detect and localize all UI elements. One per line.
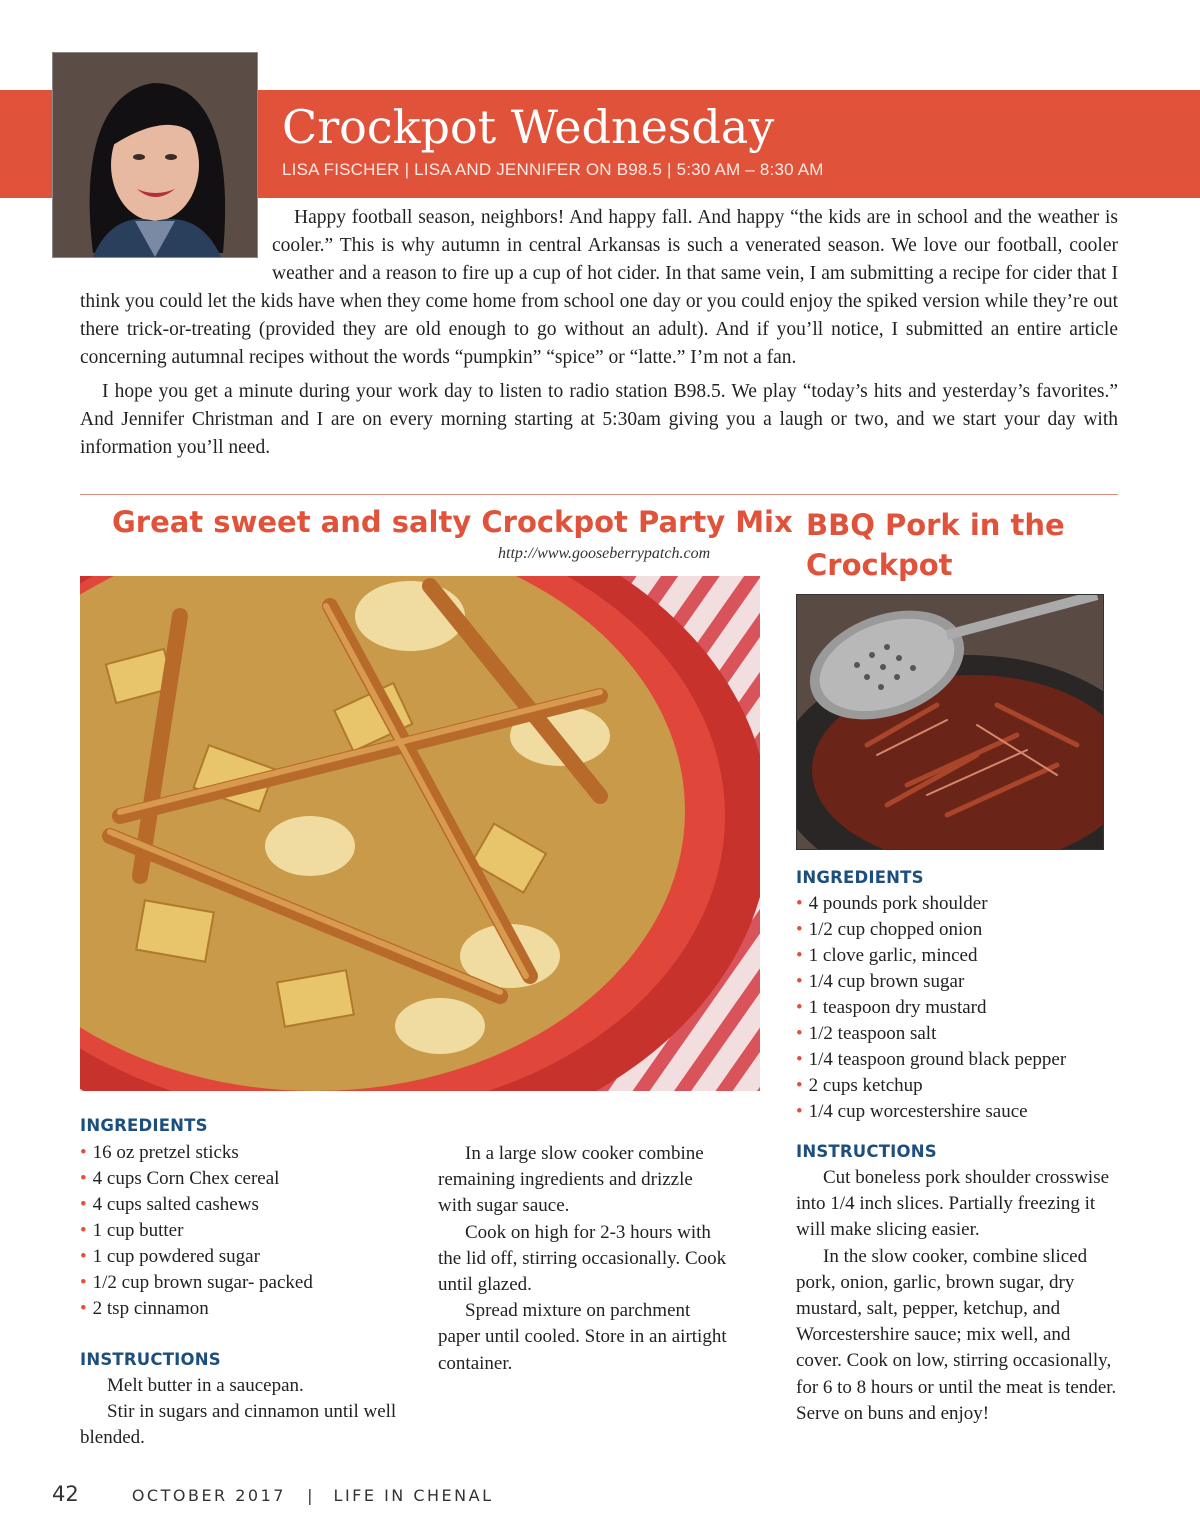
instruction-step: In a large slow cooker combine remaining ingredients and drizzle with sugar sauce. (438, 1143, 704, 1217)
list-item: • 4 pounds pork shoulder (796, 893, 988, 914)
bbq-instructions (796, 1165, 1120, 1427)
party-mix-instructions-heading: INSTRUCTIONS (80, 1350, 221, 1369)
bbq-pork-title: BBQ Pork in the Crockpot (806, 508, 1065, 582)
list-item: • 4 cups salted cashews (80, 1194, 259, 1215)
page-footer (52, 1482, 494, 1506)
list-item: • 1 cup powdered sugar (80, 1246, 260, 1267)
party-mix-instructions-col2 (438, 1141, 728, 1377)
list-item: • 1/4 teaspoon ground black pepper (796, 1049, 1067, 1070)
instruction-step: Spread mixture on parchment paper until cooled. Store in an airtight container. (438, 1300, 727, 1374)
list-item: • 1/2 cup chopped onion (796, 919, 983, 940)
page-number: 42 (52, 1482, 79, 1506)
list-item: • 1/2 cup brown sugar- packed (80, 1272, 313, 1293)
party-mix-title: Great sweet and salty Crockpot Party Mix (112, 505, 793, 539)
bbq-ingredients-heading: INGREDIENTS (796, 868, 924, 887)
instruction-step: In the slow cooker, combine sliced pork, onion, garlic, brown sugar, dry mustard, salt, pepper, ketchup, and Worcestershire sauce; mix well, and cover. Cook on low, stirring occasionally, for 6 to 8 hours or until the meat is tender. Serve on buns and enjoy! (796, 1245, 1117, 1424)
intro-article (80, 204, 1118, 468)
party-mix-ingredients-list (80, 1140, 313, 1322)
intro-paragraph-2: I hope you get a minute during your work day to listen to radio station B98.5. We play “today’s hits and yesterday’s favorites.” And Jennifer Christman and I are on every morning starting at 5:30am giving you a laugh or two, and we start your day with information you’ll need. (80, 381, 1118, 458)
party-mix-source-link[interactable]: http://www.gooseberrypatch.com (498, 545, 711, 562)
instruction-step: Cut boneless pork shoulder crosswise into 1/4 inch slices. Partially freezing it will make slicing easier. (796, 1167, 1110, 1241)
list-item: • 1/4 cup worcestershire sauce (796, 1101, 1028, 1122)
magazine-name: LIFE IN CHENAL (333, 1486, 494, 1505)
list-item: • 1 cup butter (80, 1220, 184, 1241)
party-mix-instructions-col1 (80, 1373, 410, 1452)
bbq-instructions-heading: INSTRUCTIONS (796, 1142, 937, 1161)
footer-separator: | (307, 1486, 313, 1505)
bbq-pork-photo (796, 594, 1104, 850)
list-item: • 1/4 cup brown sugar (796, 971, 965, 992)
instruction-step: Cook on high for 2-3 hours with the lid off, stirring occasionally. Cook until glazed. (438, 1221, 727, 1296)
page-title: Crockpot Wednesday (282, 100, 775, 154)
instruction-step: Stir in sugars and cinnamon until well blended. (80, 1401, 397, 1449)
list-item: • 1 clove garlic, minced (796, 945, 978, 966)
party-mix-photo (80, 576, 760, 1091)
intro-paragraph-1: Happy football season, neighbors! And happy fall. And happy “the kids are in school and the weather is cooler.” This is why autumn in central Arkansas is such a venerated season. We love our football, cooler weather and a reason to fire up a cup of hot cider. In that same vein, I am submitting a recipe for cider that I think you could let the kids have when they come home from school one day or you could enjoy the spiked version while they’re out there trick-or-treating (provided they are old enough to go without an adult). And if you’ll notice, I submitted an entire article concerning autumnal recipes without the words “pumpkin” “spice” or “latte.” I’m not a fan. (80, 207, 1118, 368)
party-mix-ingredients-heading: INGREDIENTS (80, 1116, 208, 1135)
list-item: • 4 cups Corn Chex cereal (80, 1168, 280, 1189)
issue-date: OCTOBER 2017 (131, 1486, 286, 1505)
section-divider (80, 494, 1118, 495)
list-item: • 1/2 teaspoon salt (796, 1023, 937, 1044)
bbq-ingredients-list (796, 891, 1066, 1125)
list-item: • 1 teaspoon dry mustard (796, 997, 987, 1018)
list-item: • 2 cups ketchup (796, 1075, 923, 1096)
list-item: • 16 oz pretzel sticks (80, 1142, 239, 1163)
byline: LISA FISCHER | LISA AND JENNIFER ON B98.5 | 5:30 AM – 8:30 AM (282, 160, 824, 179)
list-item: • 2 tsp cinnamon (80, 1298, 209, 1319)
instruction-step: Melt butter in a saucepan. (107, 1375, 304, 1396)
